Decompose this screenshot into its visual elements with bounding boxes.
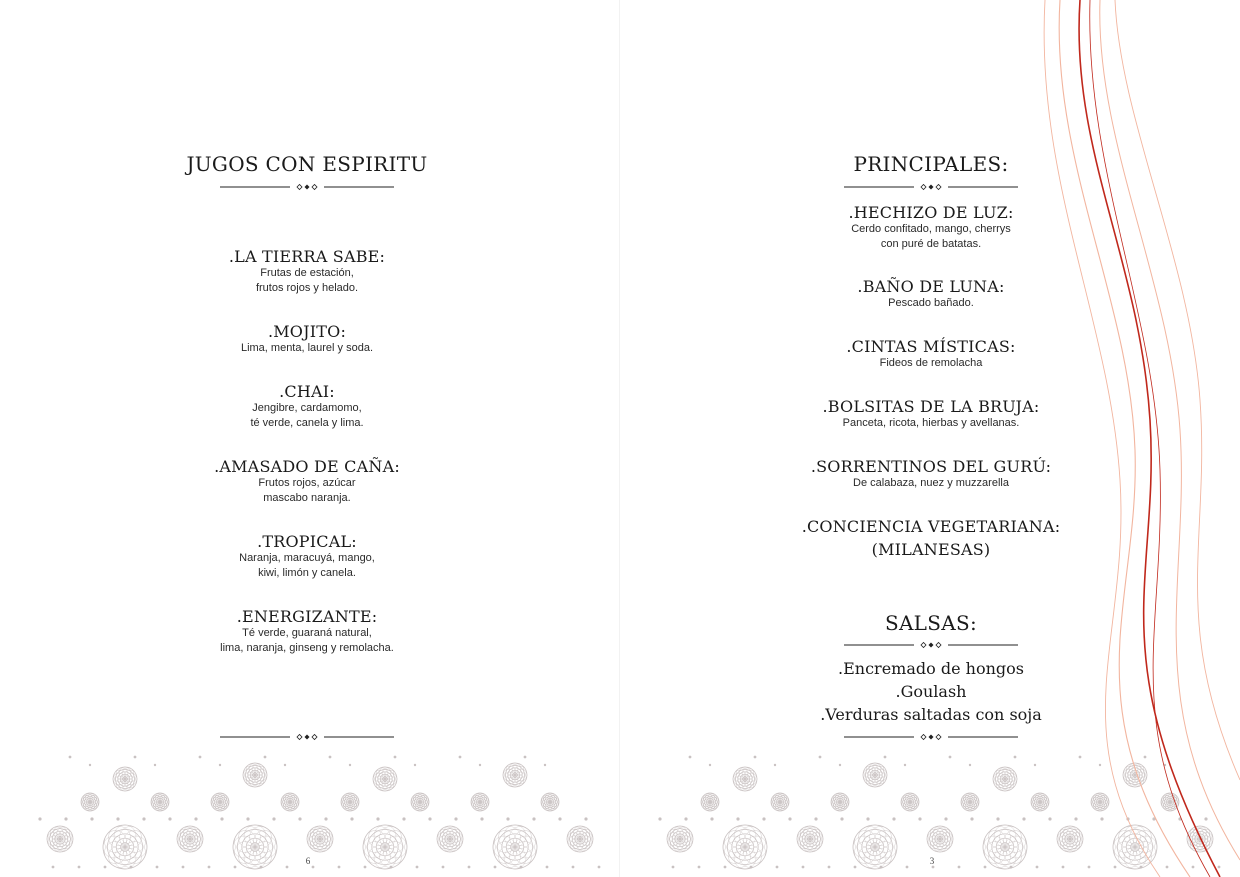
item-desc: Frutas de estación, — [260, 267, 354, 279]
item-desc: mascabo naranja. — [263, 492, 351, 504]
ornament-divider-icon — [220, 732, 394, 742]
item-name: .ENERGIZANTE: — [236, 607, 378, 626]
menu-item — [751, 541, 1111, 559]
item-name: .SORRENTINOS DEL GURÚ: — [810, 457, 1052, 476]
item-desc: Cerdo confitado, mango, cherrys — [851, 223, 1011, 235]
menu-item — [127, 608, 487, 656]
item-name: .CHAI: — [279, 382, 335, 401]
item-desc: té verde, canela y lima. — [250, 417, 364, 429]
ribbon-line — [1079, 0, 1220, 877]
item-desc: kiwi, limón y canela. — [258, 567, 356, 579]
menu-item — [751, 278, 1111, 311]
item-desc: Frutos rojos, azúcar — [258, 477, 356, 489]
page-number: 6 — [305, 856, 311, 866]
ribbon-line — [1044, 0, 1160, 877]
ribbon-lines-icon — [1040, 0, 1240, 877]
item-desc: lima, naranja, ginseng y remolacha. — [220, 642, 394, 654]
item-desc: Té verde, guaraná natural, — [242, 627, 372, 639]
page-number: 3 — [929, 856, 935, 866]
item-desc: Panceta, ricota, hierbas y avellanas. — [842, 417, 1020, 429]
menu-item — [127, 323, 487, 356]
menu-item — [127, 458, 487, 506]
item-desc: Naranja, maracuyá, mango, — [239, 552, 375, 564]
menu-item — [751, 518, 1111, 536]
item-name: .TROPICAL: — [257, 532, 357, 551]
item-name: .HECHIZO DE LUZ: — [848, 203, 1014, 222]
ribbon-line — [1059, 0, 1190, 877]
menu-item — [751, 338, 1111, 371]
ribbon-line — [1100, 0, 1240, 860]
item-name: .BAÑO DE LUNA: — [857, 277, 1005, 296]
item-name: .CINTAS MÍSTICAS: — [846, 337, 1016, 356]
menu-item — [751, 204, 1111, 252]
item-desc: Fideos de remolacha — [879, 357, 983, 369]
page-gutter — [619, 0, 620, 877]
section-title-sauces: SALSAS: — [884, 611, 978, 635]
item-name: .LA TIERRA SABE: — [228, 247, 386, 266]
ornament-divider-icon — [220, 182, 394, 192]
ornament-divider-icon — [844, 640, 1018, 650]
sauce-item: .Goulash — [895, 682, 967, 701]
item-name: .MOJITO: — [267, 322, 347, 341]
menu-item — [127, 248, 487, 296]
section-title-mains: PRINCIPALES: — [853, 152, 1009, 176]
item-name: .CONCIENCIA VEGETARIANA: — [801, 517, 1061, 536]
item-desc: Pescado bañado. — [888, 297, 974, 309]
sauce-item: .Verduras saltadas con soja — [820, 705, 1042, 724]
item-desc: Lima, menta, laurel y soda. — [240, 342, 374, 354]
item-name: .AMASADO DE CAÑA: — [214, 457, 400, 476]
item-desc: frutos rojos y helado. — [255, 282, 359, 294]
ornament-divider-icon — [844, 182, 1018, 192]
ornament-divider-icon — [844, 732, 1018, 742]
sauce-item: .Encremado de hongos — [838, 659, 1024, 678]
menu-item — [751, 458, 1111, 491]
item-name: .BOLSITAS DE LA BRUJA: — [822, 397, 1040, 416]
menu-item — [127, 533, 487, 581]
right-page — [620, 0, 1240, 877]
item-name: (MILANESAS) — [871, 540, 991, 559]
item-desc: Jengibre, cardamomo, — [252, 402, 362, 414]
item-desc: con puré de batatas. — [880, 238, 982, 250]
menu-item — [751, 398, 1111, 431]
menu-item — [127, 383, 487, 431]
section-title-drinks: JUGOS CON ESPIRITU — [186, 152, 428, 176]
item-desc: De calabaza, nuez y muzzarella — [853, 477, 1009, 489]
